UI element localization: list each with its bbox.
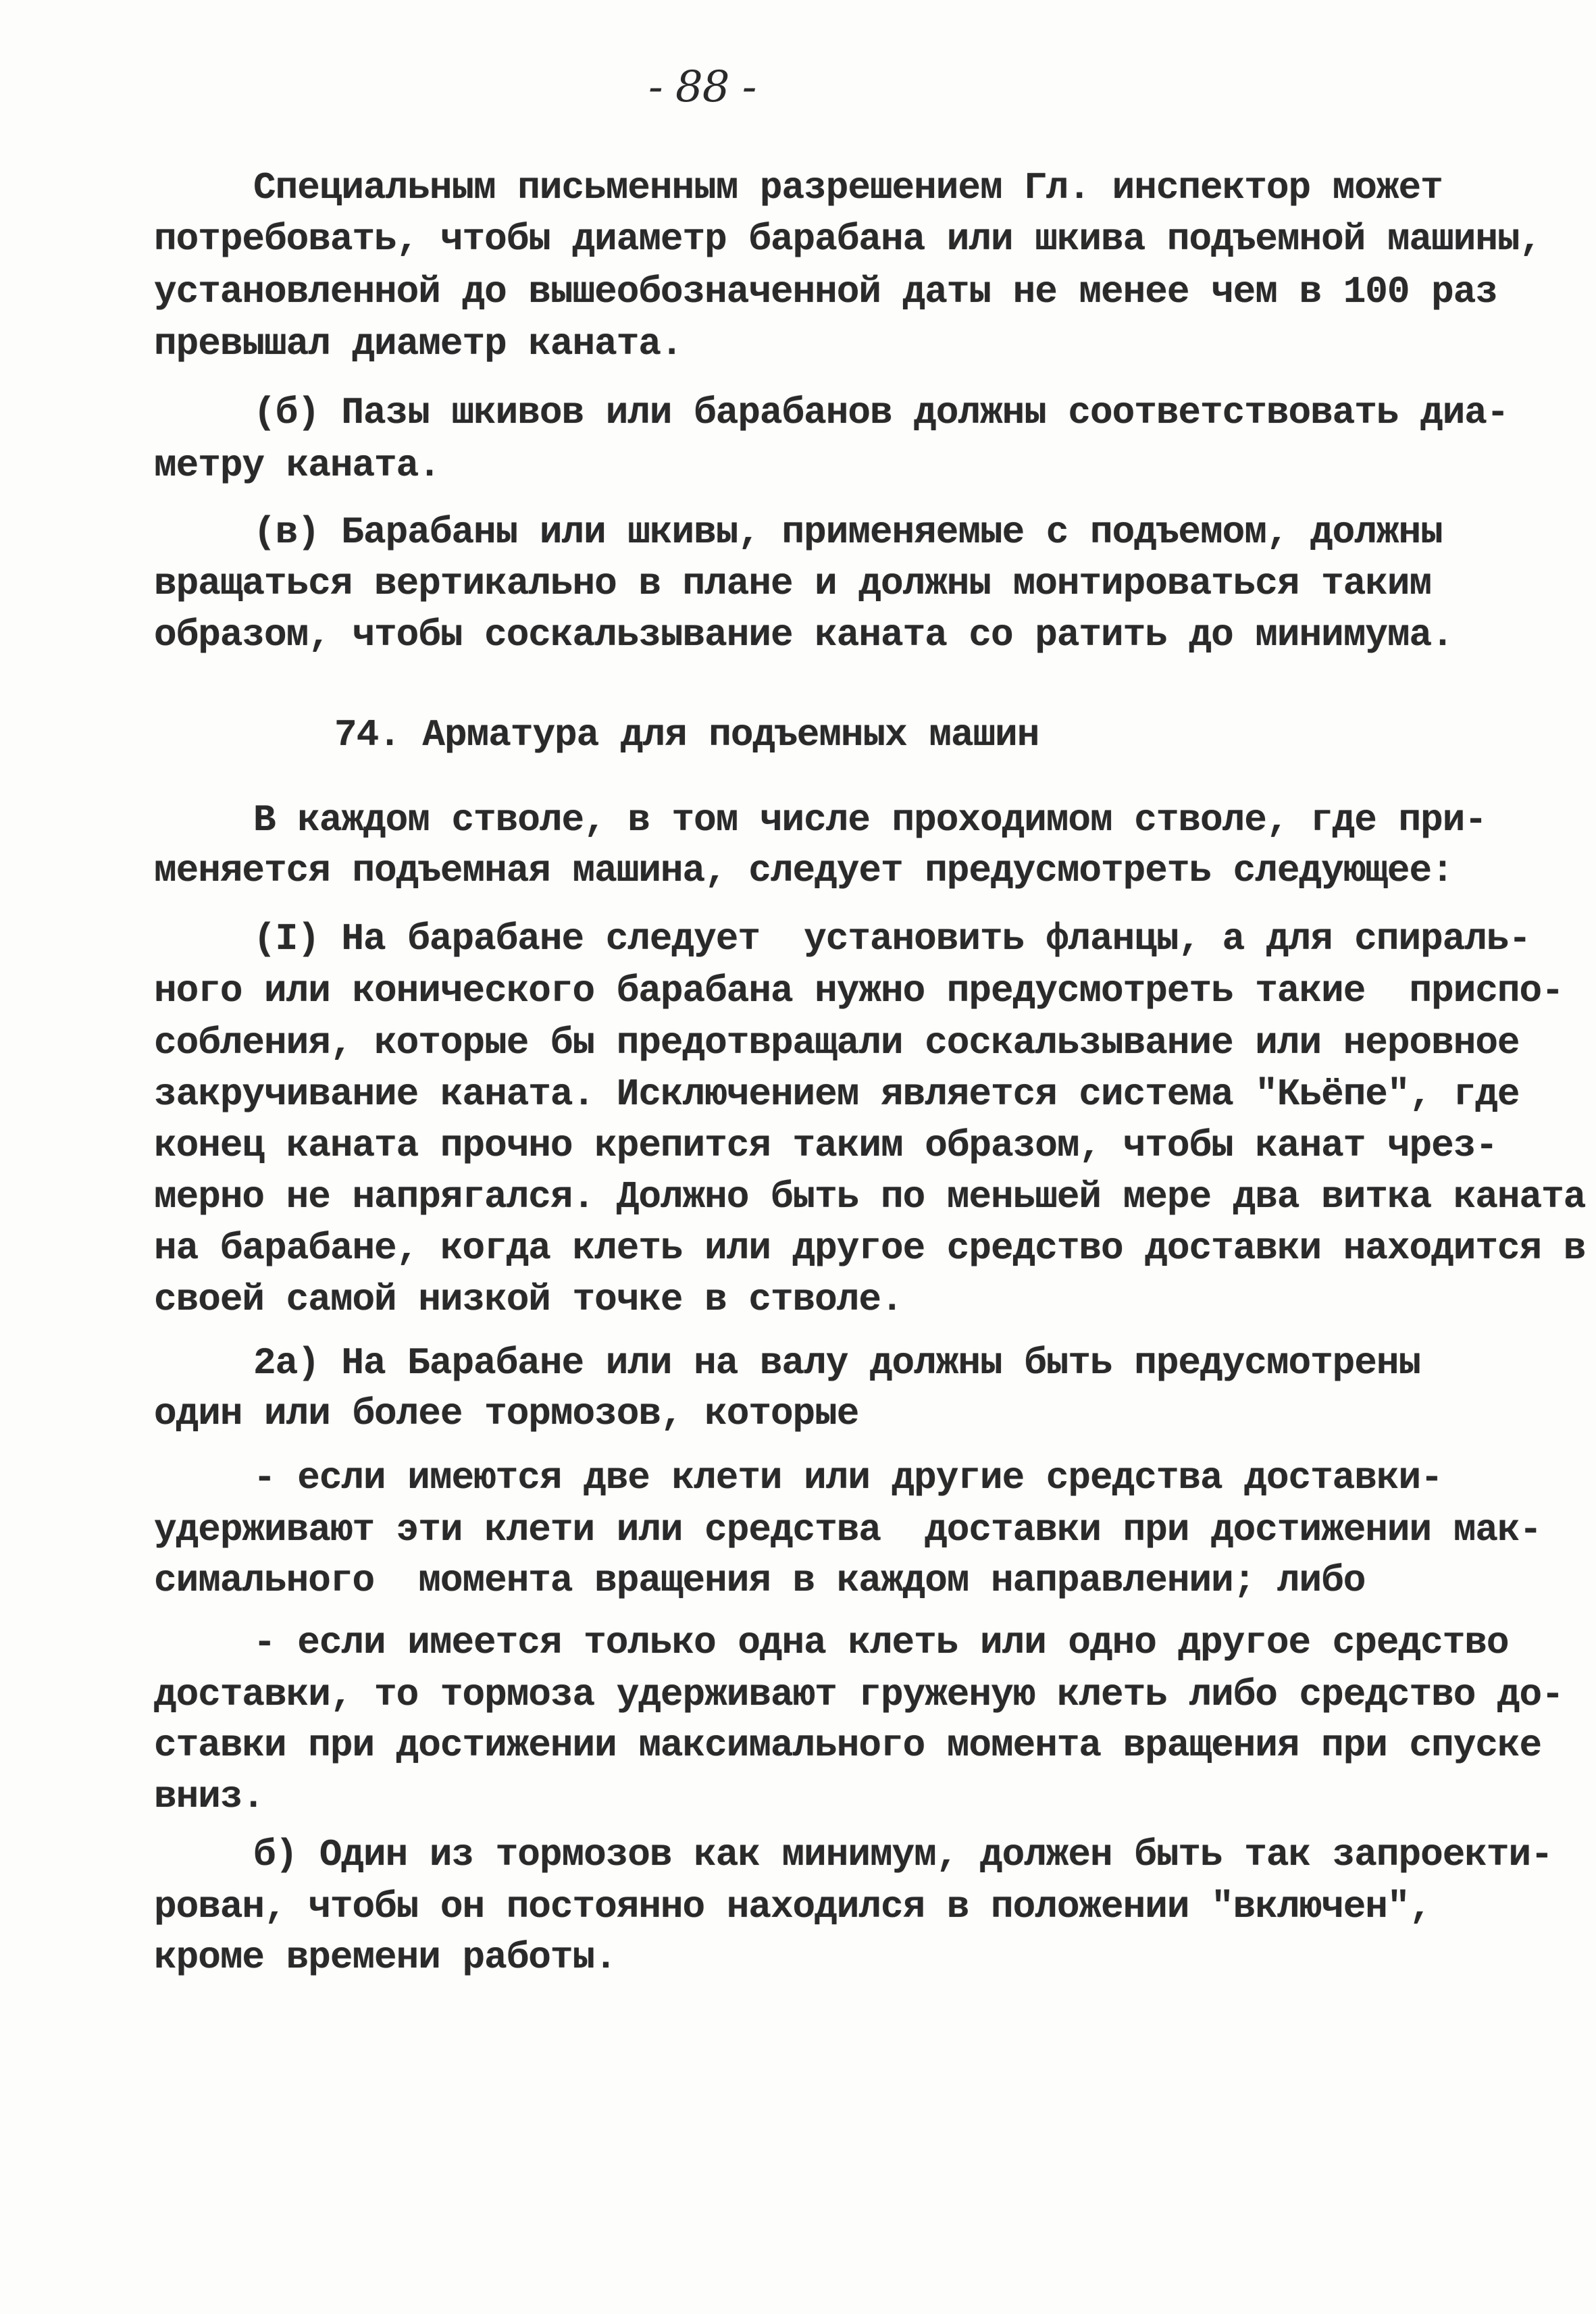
paragraph-line: вниз. [154,1775,265,1818]
paragraph-line: мерно не напрягался. Должно быть по меньшей мере два витка каната [154,1175,1586,1218]
paragraph-line: (б) Пазы шкивов или барабанов должны соответствовать диа- [253,391,1509,434]
paragraph-line: - если имеется только одна клеть или одно другое средство [253,1621,1509,1664]
paragraph-line: б) Один из тормозов как минимум, должен быть так запроекти- [253,1833,1553,1876]
paragraph-line: образом, чтобы соскальзывание каната со ратить до минимума. [154,613,1453,657]
paragraph-line: кроме времени работы. [154,1936,617,1979]
paragraph-line: ного или конического барабана нужно предусмотреть такие приспо- [154,969,1564,1012]
paragraph-line: Специальным письменным разрешением Гл. инспектор может [253,166,1443,209]
paragraph-line: В каждом стволе, в том числе проходимом стволе, где при- [253,798,1487,842]
paragraph-line: метру каната. [154,444,440,487]
paragraph-line: своей самой низкой точке в стволе. [154,1278,903,1321]
paragraph-line: закручивание каната. Исключением является система "Кьёпе", где [154,1073,1520,1116]
section-heading: 74. Арматура для подъемных машин [334,713,1039,756]
page-number: - 88 - [648,62,756,112]
paragraph-line: один или более тормозов, которые [154,1392,859,1435]
paragraph-line: собления, которые бы предотвращали соскальзывание или неровное [154,1021,1520,1064]
paragraph-line: доставки, то тормоза удерживают груженую клеть либо средство до- [154,1673,1564,1716]
paragraph-line: 2а) На Барабане или на валу должны быть предусмотрены [253,1341,1421,1385]
paragraph-line: рован, чтобы он постоянно находился в положении "включен", [154,1885,1432,1928]
paragraph-line: ставки при достижении максимального момента вращения при спуске [154,1724,1542,1767]
paragraph-line: установленной до вышеобозначенной даты не менее чем в 100 раз [154,270,1497,313]
paragraph-line: (в) Барабаны или шкивы, применяемые с подъемом, должны [253,511,1443,554]
paragraph-line: превышал диаметр каната. [154,322,683,365]
paragraph-line: удерживают эти клети или средства доставки при достижении мак- [154,1508,1542,1551]
paragraph-line: (I) На барабане следует установить фланцы, а для спираль- [253,917,1531,960]
paragraph-line: меняется подъемная машина, следует предусмотреть следующее: [154,849,1453,892]
paragraph-line: на барабане, когда клеть или другое средство доставки находится в [154,1227,1586,1270]
paragraph-line: конец каната прочно крепится таким образом, чтобы канат чрез- [154,1124,1497,1167]
paragraph-line: симального момента вращения в каждом направлении; либо [154,1559,1366,1602]
paragraph-line: - если имеются две клети или другие средства доставки- [253,1456,1443,1499]
paragraph-line: вращаться вертикально в плане и должны монтироваться таким [154,562,1432,605]
paragraph-line: потребовать, чтобы диаметр барабана или шкива подъемной машины, [154,217,1542,261]
